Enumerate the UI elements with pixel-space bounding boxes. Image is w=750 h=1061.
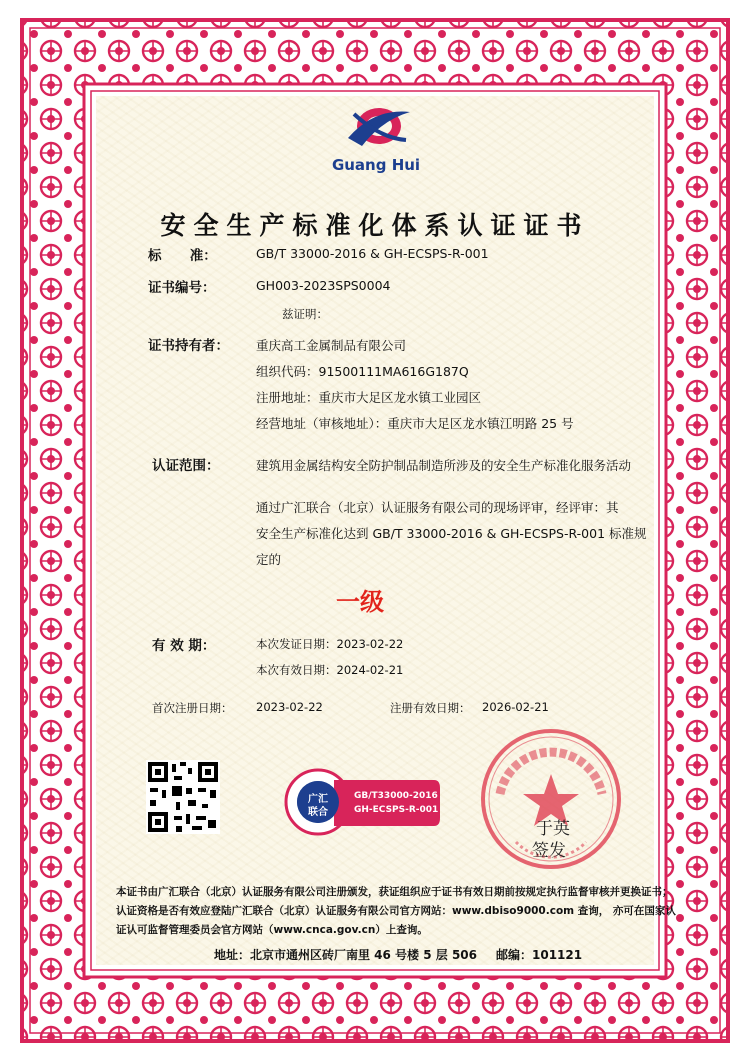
registration-valid-label: 注册有效日期： — [390, 701, 471, 715]
registered-address: 注册地址：重庆市大足区龙水镇工业园区 — [256, 390, 482, 405]
postal-code: 邮编：101121 — [496, 948, 583, 962]
cert-number-label: 证书编号： — [148, 280, 216, 296]
certificate-title: 安全生产标准化体系认证证书 — [160, 211, 590, 240]
cert-number-value: GH003-2023SPS0004 — [256, 278, 391, 293]
brand-name: Guang Hui — [331, 156, 421, 174]
statement-line-2: 安全生产标准化达到 GB/T 33000-2016 & GH-ECSPS-R-001 标准规 — [256, 526, 647, 541]
certification-level: 一级 — [336, 588, 384, 616]
signature-name: 于英 — [536, 819, 570, 839]
note-line-2: 认证资格是否有效应登陆广汇联合（北京）认证服务有限公司官方网站：www.dbiso9000.com 查询， 亦可在国家认 — [116, 905, 676, 917]
note-line-1: 本证书由广汇联合（北京）认证服务有限公司注册颁发，获证组织应于证书有效日期前按规定执行监督审核并更换证书； — [116, 886, 673, 898]
statement-line-1: 通过广汇联合（北京）认证服务有限公司的现场评审，经评审：其 — [256, 500, 619, 515]
guanghui-logo-icon — [344, 98, 414, 154]
badge-logo-text-1: 广汇 — [308, 794, 328, 805]
scope-value: 建筑用金属结构安全防护制品制造所涉及的安全生产标准化服务活动 — [256, 458, 632, 473]
certificate-body — [96, 96, 676, 965]
office-address: 地址：北京市通州区砖厂南里 46 号楼 5 层 506 — [214, 948, 477, 962]
badge-standard-1: GB/T33000-2016 — [354, 791, 438, 801]
org-code: 组织代码：91500111MA616G187Q — [256, 364, 469, 379]
validity-label: 有 效 期： — [152, 638, 216, 654]
signature-label: 签发 — [532, 841, 566, 861]
statement-line-3: 定的 — [256, 552, 282, 567]
holder-label: 证书持有者： — [148, 338, 229, 354]
badge-logo-text-2: 联合 — [308, 807, 328, 818]
first-registration-label: 首次注册日期： — [152, 701, 233, 715]
issue-date: 本次发证日期：2023-02-22 — [256, 637, 404, 651]
registration-valid-value: 2026-02-21 — [482, 700, 549, 714]
standard-label: 标 准： — [148, 248, 217, 264]
badge-standard-2: GH-ECSPS-R-001 — [354, 805, 439, 815]
scope-label: 认证范围： — [152, 458, 220, 474]
qr-code-icon — [146, 760, 220, 834]
standard-value: GB/T 33000-2016 & GH-ECSPS-R-001 — [256, 246, 489, 261]
holder-name: 重庆高工金属制品有限公司 — [256, 338, 407, 353]
expiry-date: 本次有效日期：2024-02-21 — [256, 663, 404, 677]
note-line-3: 证认可监督管理委员会官方网站（www.cnca.gov.cn）上查询。 — [116, 924, 428, 936]
operating-address: 经营地址（审核地址）：重庆市大足区龙水镇江明路 25 号 — [256, 416, 574, 431]
hereby-text: 兹证明： — [282, 307, 328, 321]
first-registration-value: 2023-02-22 — [256, 700, 323, 714]
